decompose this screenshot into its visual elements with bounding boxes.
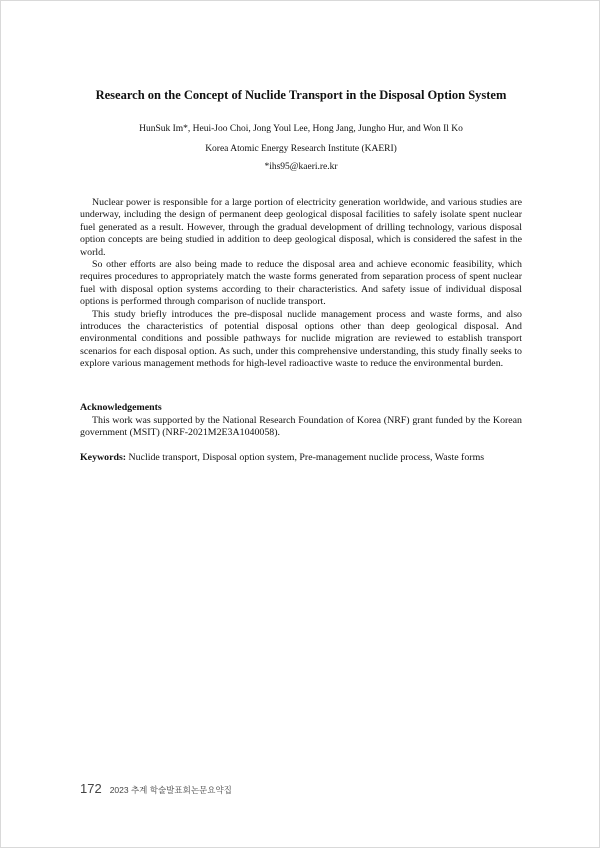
proceedings-title: 2023 추계 학술발표회논문요약집 (109, 785, 232, 795)
paragraph-1: Nuclear power is responsible for a large portion of electricity generation worldwide, and various studies are underway, including the design of permanent deep geological disposal facilities to safely isolate spent nuclear fuel generated as a result. However, through the gradual development of drilling technology, various disposal option concepts are being studied in addition to deep geological disposal, which is considered the safest in the world. (80, 197, 522, 258)
keywords-label: Keywords: (80, 452, 127, 463)
corresponding-email: *ihs95@kaeri.re.kr (264, 162, 338, 172)
page-number: 172 (80, 781, 102, 796)
page-footer (80, 780, 232, 798)
paper-title: Research on the Concept of Nuclide Transport in the Disposal Option System (95, 88, 507, 102)
abstract-body (80, 197, 522, 371)
affiliation: Korea Atomic Energy Research Institute (KAERI) (205, 144, 397, 154)
acknowledgements-text: This work was supported by the National Research Foundation of Korea (NRF) grant funded by the Korean government (MSIT) (NRF-2021M2E3A1040058). (80, 415, 522, 439)
paragraph-3: This study briefly introduces the pre-disposal nuclide management process and waste forms, and also introduces the characteristics of potential disposal options other than deep geological disposal. And environmental conditions and possible pathways for nuclide migration are reviewed to establish transport scenarios for each disposal option. As such, under this comprehensive understanding, this study finally seeks to explore various management methods for high-level radioactive waste to reduce the environmental burden. (80, 308, 522, 370)
author-list: HunSuk Im*, Heui-Joo Choi, Jong Youl Lee, Hong Jang, Jungho Hur, and Won Il Ko (139, 124, 463, 134)
keywords-text: Nuclide transport, Disposal option system, Pre-management nuclide process, Waste forms (126, 452, 485, 463)
keywords (80, 452, 522, 464)
acknowledgements-heading: Acknowledgements (80, 402, 162, 413)
paragraph-2: So other efforts are also being made to reduce the disposal area and achieve economic feasibility, which requires procedures to appropriately match the waste forms generated from separation process of spent nuclear fuel with disposal option systems according to their characteristics. And safety issue of individual disposal options is performed through comparison of nuclide transport. (80, 259, 522, 308)
